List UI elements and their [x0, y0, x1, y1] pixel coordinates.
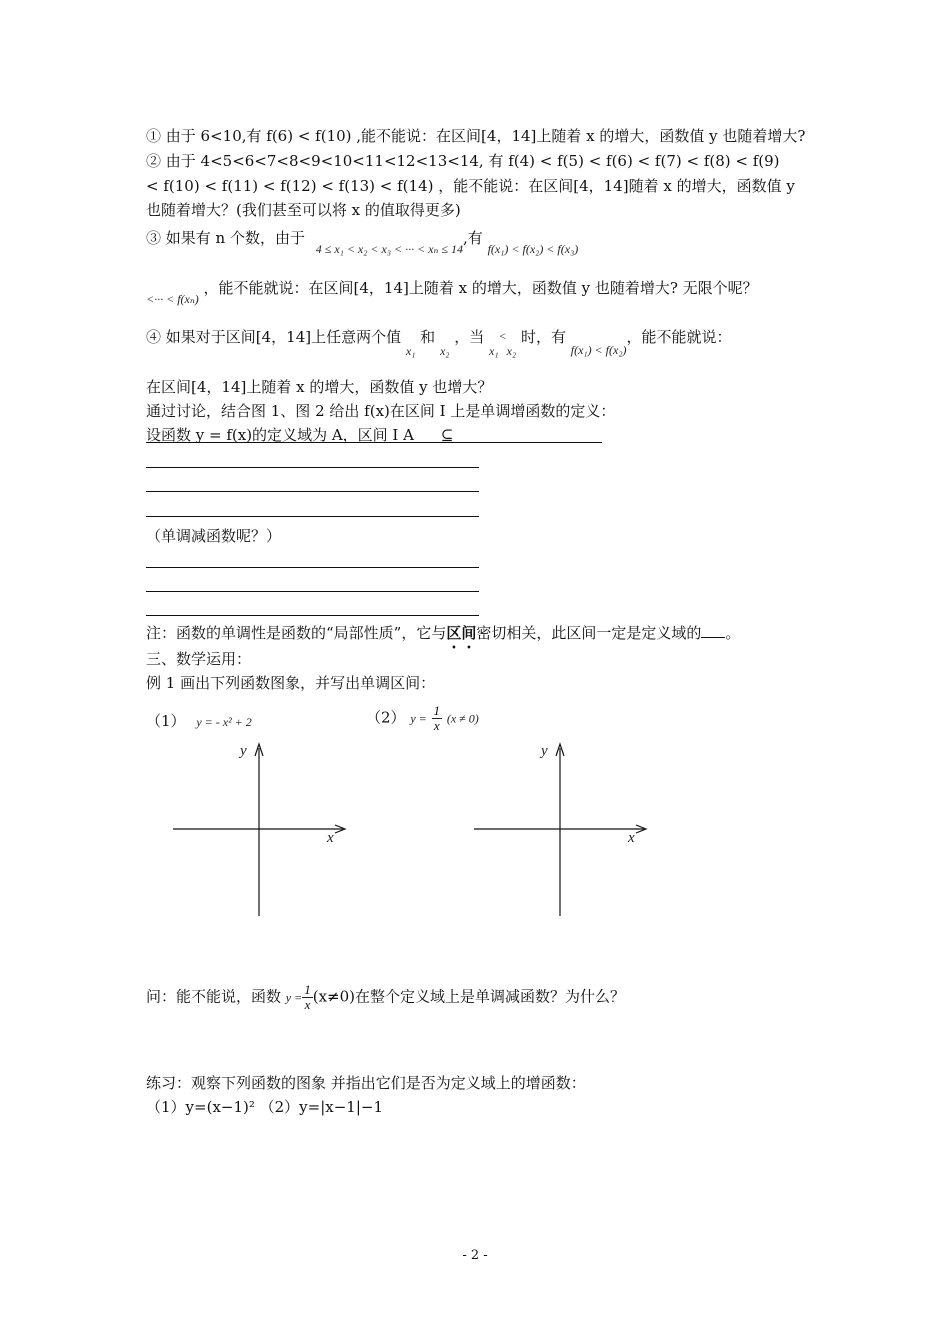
part-1-label: （1） — [146, 712, 186, 730]
note-end: 。 — [725, 624, 741, 642]
axis-label-y-2: y — [541, 743, 548, 759]
part-2-condition: (x ≠ 0) — [446, 711, 479, 726]
part-2-label: （2） — [366, 708, 406, 727]
part-2-lhs: y = — [410, 711, 427, 726]
part-2-numerator: 1 — [433, 703, 441, 718]
monotonic-question — [146, 983, 625, 1012]
exercise-items: （1）y=(x−1)² （2）y=|x−1|−1 — [146, 1098, 384, 1116]
q4-then: 时，有 — [520, 328, 566, 346]
question-4-line-1 — [146, 327, 732, 358]
question-2-line-2: < f(10) < f(11) < f(12) < f(13) < f(14) ，能不能说：在区间[4，14]随着 x 的增大，函数值 y — [146, 177, 795, 195]
question-4-prefix: ④ 如果对于区间[4，14]上任意两个值 — [146, 328, 402, 346]
question-suffix: (x≠0)在整个定义域上是单调减函数？为什么？ — [312, 987, 626, 1006]
example-1: 例 1 画出下列函数图象，并写出单调区间： — [146, 674, 436, 692]
definition-blank-0 — [146, 442, 602, 443]
decreasing-blank-1 — [146, 567, 479, 568]
question-2-line-3: 也随着增大？(我们甚至可以将 x 的值取得更多) — [146, 201, 461, 219]
exercise-title: 练习：观察下列函数的图象 并指出它们是否为定义域上的增函数： — [146, 1074, 586, 1092]
q4-end: ，能不能就说： — [626, 328, 732, 346]
question-3-inequality: 4 ≤ x₁ < x₂ < x₃ < ··· < xₙ ≤ 14 — [315, 242, 463, 256]
decreasing-prompt: （单调减函数呢？） — [146, 527, 282, 545]
question-fraction — [302, 983, 313, 1012]
question-numerator: 1 — [304, 982, 311, 997]
note-emphasis: 区间 — [446, 624, 477, 642]
part-2-denominator: x — [433, 718, 440, 733]
example-1-part-1 — [146, 711, 252, 732]
q4-x2: x₂ — [439, 344, 450, 358]
question-3-line-2 — [146, 278, 758, 306]
definition-set-text: 设函数 y = f(x)的定义域为 A，区间 I A — [146, 426, 414, 444]
axis-label-x-1: x — [327, 830, 334, 846]
q4-and: 和 — [420, 328, 436, 346]
q4-when: ，当 — [454, 328, 485, 346]
axis-label-x-2: x — [628, 830, 635, 846]
q4-cmp-a: x₁ — [489, 344, 499, 358]
subset-symbol: ⊆ — [440, 426, 454, 444]
question-prefix: 问：能不能说，函数 — [146, 987, 282, 1006]
question-3-line-1 — [146, 228, 579, 256]
definition-blank-1 — [146, 467, 479, 468]
definition-intro: 通过讨论，结合图 1、图 2 给出 f(x)在区间 I 上是单调增函数的定义： — [146, 402, 616, 420]
section-3-heading: 三、数学运用： — [146, 650, 252, 668]
note-prefix: 注：函数的单调性是函数的“局部性质”，它与 — [146, 624, 447, 642]
example-1-part-2 — [366, 704, 479, 733]
part-2-fraction — [432, 704, 443, 733]
decreasing-blank-2 — [146, 591, 479, 592]
question-3-f-chain-end: <··· < f(xₙ) — [146, 292, 199, 306]
part-1-expression: y = - x² + 2 — [196, 715, 252, 729]
decreasing-blank-3 — [146, 615, 479, 616]
definition-blank-3 — [146, 516, 479, 517]
note-blank — [701, 622, 725, 638]
note-suffix: 密切相关，此区间一定是定义域的 — [476, 624, 702, 642]
axes-graph-2 — [466, 738, 656, 920]
question-lhs: y = — [285, 990, 303, 1005]
page-number: - 2 - — [462, 1248, 488, 1263]
q4-lt: < — [498, 329, 507, 343]
question-3-mid: ,有 — [463, 229, 483, 247]
axis-label-y-1: y — [240, 743, 247, 759]
question-2-line-1: ② 由于 4<5<6<7<8<9<10<11<12<13<14, 有 f(4) < f(5) < f(6) < f(7) < f(8) < f(9) — [146, 152, 780, 170]
question-3-f-chain: f(x₁) < f(x₂) < f(x₃) — [487, 242, 579, 256]
definition-blank-2 — [146, 491, 479, 492]
q4-x1: x₁ — [405, 344, 416, 358]
q4-f-compare: f(x₁) < f(x₂) — [570, 343, 627, 357]
question-denominator: x — [304, 997, 311, 1012]
q4-cmp-b: x₂ — [506, 344, 517, 358]
axes-graph-1 — [165, 738, 355, 920]
question-4-line-2: 在区间[4，14]上随着 x 的增大，函数值 y 也增大？ — [146, 378, 493, 396]
question-3-prefix: ③ 如果有 n 个数，由于 — [146, 229, 305, 247]
question-3-text: ，能不能就说：在区间[4，14]上随着 x 的增大，函数值 y 也随着增大? 无限个呢？ — [203, 279, 758, 297]
note — [146, 622, 740, 652]
question-1: ① 由于 6<10,有 f(6) < f(10) ,能不能说：在区间[4，14]上随着 x 的增大，函数值 y 也随着增大? — [146, 127, 806, 145]
